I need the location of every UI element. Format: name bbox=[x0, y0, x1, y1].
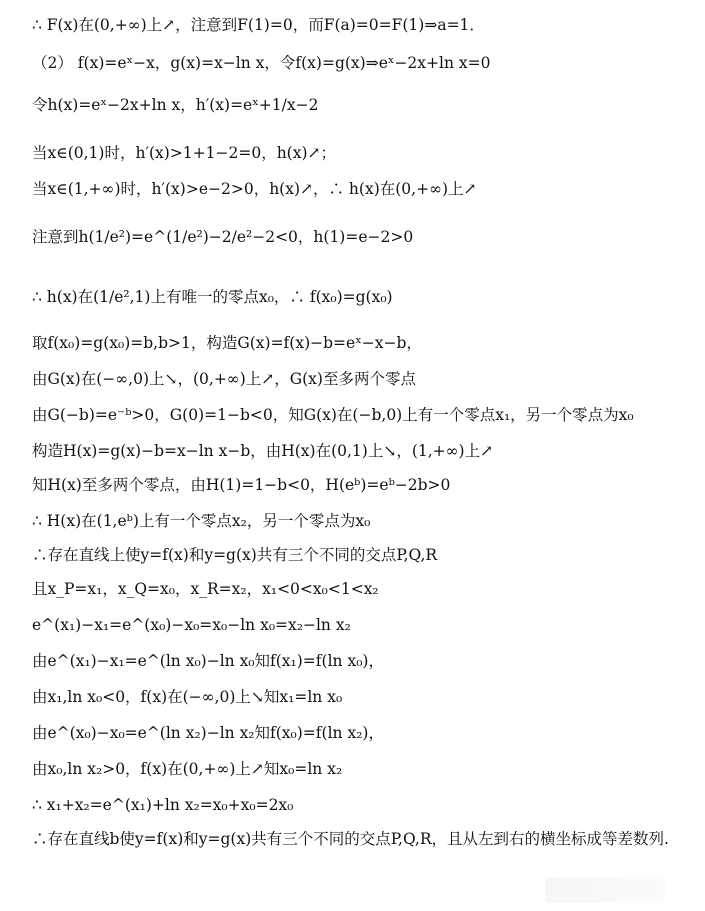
solution-line-22: ∴存在直线b使y=f(x)和y=g(x)共有三个不同的交点P,Q,R，且从左到右的横坐标成等差数列. bbox=[32, 830, 669, 848]
solution-line-10: 由G(−b)=e⁻ᵇ>0，G(0)=1−b<0，知G(x)在(−b,0)上有一个零点x₁，另一个零点为x₀ bbox=[32, 406, 634, 424]
solution-line-8: 取f(x₀)=g(x₀)=b,b>1，构造G(x)=f(x)−b=eˣ−x−b， bbox=[32, 334, 422, 352]
solution-line-11: 构造H(x)=g(x)−b=x−ln x−b，由H(x)在(0,1)上↘，(1,+∞)上↗ bbox=[32, 442, 494, 460]
solution-line-18: 由x₁,ln x₀<0，f(x)在(−∞,0)上↘知x₁=ln x₀ bbox=[32, 688, 343, 706]
solution-line-5: 当x∈(1,+∞)时，h′(x)>e−2>0，h(x)↗，∴ h(x)在(0,+∞)上↗ bbox=[32, 180, 477, 198]
solution-line-20: 由x₀,ln x₂>0，f(x)在(0,+∞)上↗知x₀=ln x₂ bbox=[32, 760, 343, 778]
solution-line-14: ∴存在直线上使y=f(x)和y=g(x)共有三个不同的交点P,Q,R bbox=[32, 546, 438, 564]
solution-line-6: 注意到h(1/e²)=e^(1/e²)−2/e²−2<0，h(1)=e−2>0 bbox=[32, 228, 414, 246]
solution-line-3: 令h(x)=eˣ−2x+ln x，h′(x)=eˣ+1/x−2 bbox=[32, 96, 319, 114]
solution-line-7: ∴ h(x)在(1/e²,1)上有唯一的零点x₀，∴ f(x₀)=g(x₀) bbox=[32, 288, 393, 306]
solution-line-19: 由e^(x₀)−x₀=e^(ln x₂)−ln x₂知f(x₀)=f(ln x₂)， bbox=[32, 724, 384, 742]
solution-line-13: ∴ H(x)在(1,eᵇ)上有一个零点x₂，另一个零点为x₀ bbox=[32, 512, 371, 530]
solution-line-21: ∴ x₁+x₂=e^(x₁)+ln x₂=x₀+x₀=2x₀ bbox=[32, 796, 294, 814]
solution-line-16: e^(x₁)−x₁=e^(x₀)−x₀=x₀−ln x₀=x₂−ln x₂ bbox=[32, 616, 351, 634]
solution-line-1: ∴ F(x)在(0,+∞)上↗，注意到F(1)=0，而F(a)=0=F(1)⇒a=1． bbox=[32, 16, 485, 34]
solution-line-17: 由e^(x₁)−x₁=e^(ln x₀)−ln x₀知f(x₁)=f(ln x₀)， bbox=[32, 652, 384, 670]
watermark bbox=[545, 877, 665, 903]
solution-line-2: （2） f(x)=eˣ−x，g(x)=x−ln x，令f(x)=g(x)⇒eˣ−2x+ln x=0 bbox=[32, 54, 491, 72]
solution-line-4: 当x∈(0,1)时，h′(x)>1+1−2=0，h(x)↗； bbox=[32, 144, 336, 162]
solution-line-9: 由G(x)在(−∞,0)上↘，(0,+∞)上↗，G(x)至多两个零点 bbox=[32, 370, 416, 388]
solution-line-12: 知H(x)至多两个零点，由H(1)=1−b<0，H(eᵇ)=eᵇ−2b>0 bbox=[32, 476, 451, 494]
solution-line-15: 且x_P=x₁，x_Q=x₀，x_R=x₂，x₁<0<x₀<1<x₂ bbox=[32, 580, 379, 598]
